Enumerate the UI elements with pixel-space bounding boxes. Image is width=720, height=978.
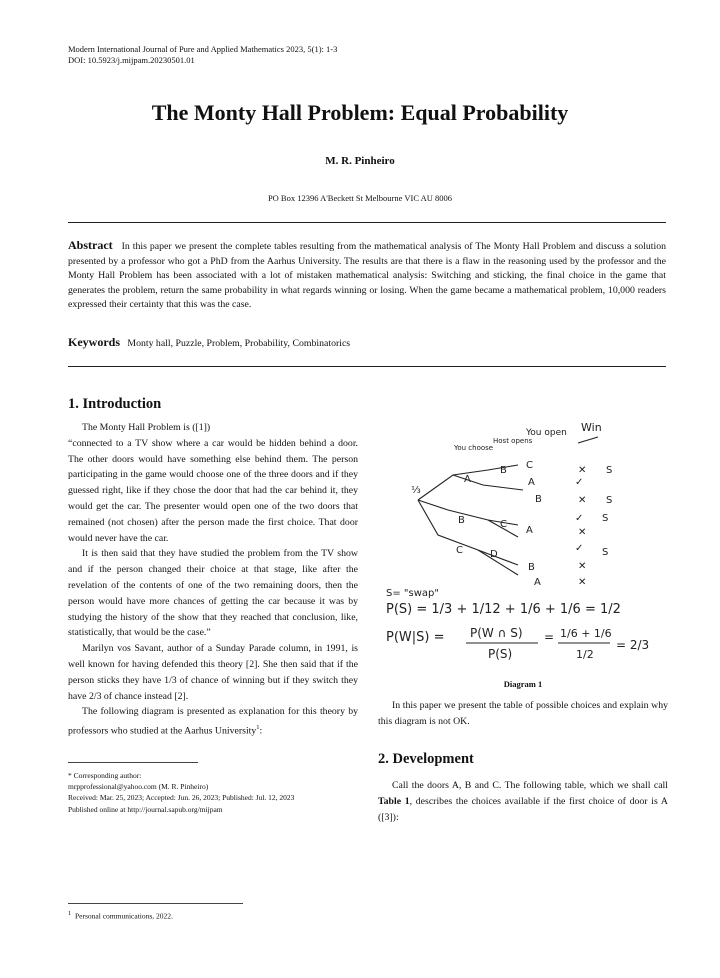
after-diagram-text: In this paper we present the table of possible choices and explain why this diagram is not OK. <box>378 700 668 727</box>
doi: DOI: 10.5923/j.mijpam.20230501.01 <box>68 55 195 65</box>
intro-quote-paragraph: “connected to a TV show where a car would be hidden behind a door. The other doors would have something else behind them. The person participating in the game would choose one of the three doors and if they guessed right, like if they chose the door that had the car behind it, they would get the car. The presenter would open one of the two doors that remained (not chosen) after the person made the first choice. That door would never have the car. <box>68 437 358 544</box>
intro-p5-text: The following diagram is presented as explanation for this theory by professors who studied at the Aarhus University <box>68 706 358 737</box>
svg-text:✕: ✕ <box>578 577 587 588</box>
svg-text:B: B <box>500 465 507 476</box>
footnote-divider <box>68 762 198 763</box>
section-heading-introduction: 1. Introduction <box>68 396 162 412</box>
keywords-text: Monty hall, Puzzle, Problem, Probability, Combinatorics <box>127 338 351 349</box>
svg-text:A: A <box>528 477 535 488</box>
svg-text:C: C <box>456 545 463 556</box>
svg-text:P(W ∩ S): P(W ∩ S) <box>470 626 523 640</box>
intro-paragraph: The following diagram is presented as explanation for this theory by professors who studied at the Aarhus University$^1$: <box>68 706 358 737</box>
header-underline <box>578 437 598 443</box>
svg-text:✓: ✓ <box>575 477 584 488</box>
branch-c <box>418 500 518 565</box>
abstract-text: In this paper we present the complete tables resulting from the mathematical analysis of The Monty Hall Problem and discuss a solution presented by a professor who got a PhD from the Aarhus University. The results are that there is a flaw in the reasoning used by the professor and the Monty Hall Problem has been associated with a lot of mistaken mathematical analysis: Switching and sticking, the final choice in the game that generates the problem, return the same probability in what regards winning or losing. When the game became a mathematical problem, 10,000 readers expressed their certainty that this was the case. <box>68 241 666 311</box>
svg-text:B: B <box>528 562 535 573</box>
svg-text:B: B <box>535 494 542 505</box>
svg-text:1/2: 1/2 <box>576 648 594 661</box>
svg-text:S: S <box>606 495 613 506</box>
section-heading-development: 2. Development <box>378 751 474 767</box>
table-reference: Table 1 <box>378 795 410 807</box>
author-address: PO Box 12396 A'Beckett St Melbourne VIC AU 8006 <box>267 193 453 203</box>
equation-p-s: P(S) = 1/3 + 1/12 + 1/6 + 1/6 = 1/2 <box>386 602 621 617</box>
intro-paragraph: Marilyn vos Savant, author of a Sunday Parade column, in 1991, is well known for having defended this theory [2]. She then said that if the person sticks they have 1/3 of chance of winning but if they switch they have 2/3 of chance instead [2]. <box>68 643 358 702</box>
author-name: M. R. Pinheiro <box>325 155 395 167</box>
svg-text:D: D <box>490 549 498 560</box>
svg-text:S: S <box>602 513 609 524</box>
keywords-label: Keywords <box>68 335 120 349</box>
label-win: Win <box>581 421 602 434</box>
svg-text:✓: ✓ <box>575 543 584 554</box>
divider-bottom <box>68 366 666 367</box>
label-you-open: You open <box>526 428 567 438</box>
svg-text:A: A <box>526 525 533 536</box>
svg-text:✕: ✕ <box>578 561 587 572</box>
svg-text:C: C <box>500 519 507 530</box>
svg-text:1/6 + 1/6: 1/6 + 1/6 <box>560 627 612 640</box>
intro-paragraph: The Monty Hall Problem is ([1]) <box>82 422 211 433</box>
svg-text:✕: ✕ <box>578 527 587 538</box>
label-you-choose: You choose <box>454 444 494 452</box>
svg-text:S: S <box>602 547 609 558</box>
bottom-footnote: $^1$ Personal communications, 2022. <box>68 910 173 921</box>
diagram-caption: Diagram 1 <box>503 679 543 689</box>
svg-text:P(S): P(S) <box>488 647 513 661</box>
intro-paragraph: It is then said that they have studied the problem from the TV show and if the person changed their choice at that stage, like after the revelation of the contents of one of the two remaining doors, then the person would have more chances of getting the car because it was by studying the history of the show that they reached that conclusion, like, statistically, that would be the case.” <box>68 548 358 639</box>
svg-text:A: A <box>534 577 541 588</box>
handwritten-tree-diagram <box>378 415 668 677</box>
svg-text:⅓: ⅓ <box>411 485 421 496</box>
equation-p-w-given-s: P(W|S) = <box>386 630 445 645</box>
svg-text:= 2/3: = 2/3 <box>616 638 650 652</box>
corresponding-author-footnote: * Corresponding author: mrpprofessional@yahoo.com (M. R. Pinheiro) Received: Mar. 25, 2023; Accepted: Jun. 26, 2023; Published: Jul. 12, 2023 Published online at http://journal.sapub.org/mijpam <box>68 771 295 814</box>
svg-text:=: = <box>544 630 555 644</box>
svg-text:S: S <box>606 465 613 476</box>
paper-title: The Monty Hall Problem: Equal Probability <box>151 100 569 125</box>
footnote-ref: 1 <box>256 724 260 732</box>
abstract <box>68 238 666 313</box>
svg-text:C: C <box>526 460 533 471</box>
keywords <box>68 335 350 350</box>
divider-top <box>68 222 666 223</box>
bottom-footnote-divider <box>68 903 243 904</box>
abstract-label: Abstract <box>68 238 113 252</box>
development-body: Call the doors A, B and C. The following table, which we shall call Table 1, describes the choices available if the first choice of door is A ([3]): <box>378 780 668 823</box>
svg-text:A: A <box>464 474 471 485</box>
svg-text:B: B <box>458 515 465 526</box>
swap-definition: S= "swap" <box>386 588 439 599</box>
svg-text:✓: ✓ <box>575 513 584 524</box>
svg-text:✕: ✕ <box>578 465 587 476</box>
journal-citation: Modern International Journal of Pure and Applied Mathematics 2023, 5(1): 1-3 <box>68 44 338 54</box>
svg-text:✕: ✕ <box>578 495 587 506</box>
introduction-body <box>68 420 358 739</box>
journal-header <box>68 44 337 66</box>
label-host-opens: Host opens <box>493 437 533 445</box>
